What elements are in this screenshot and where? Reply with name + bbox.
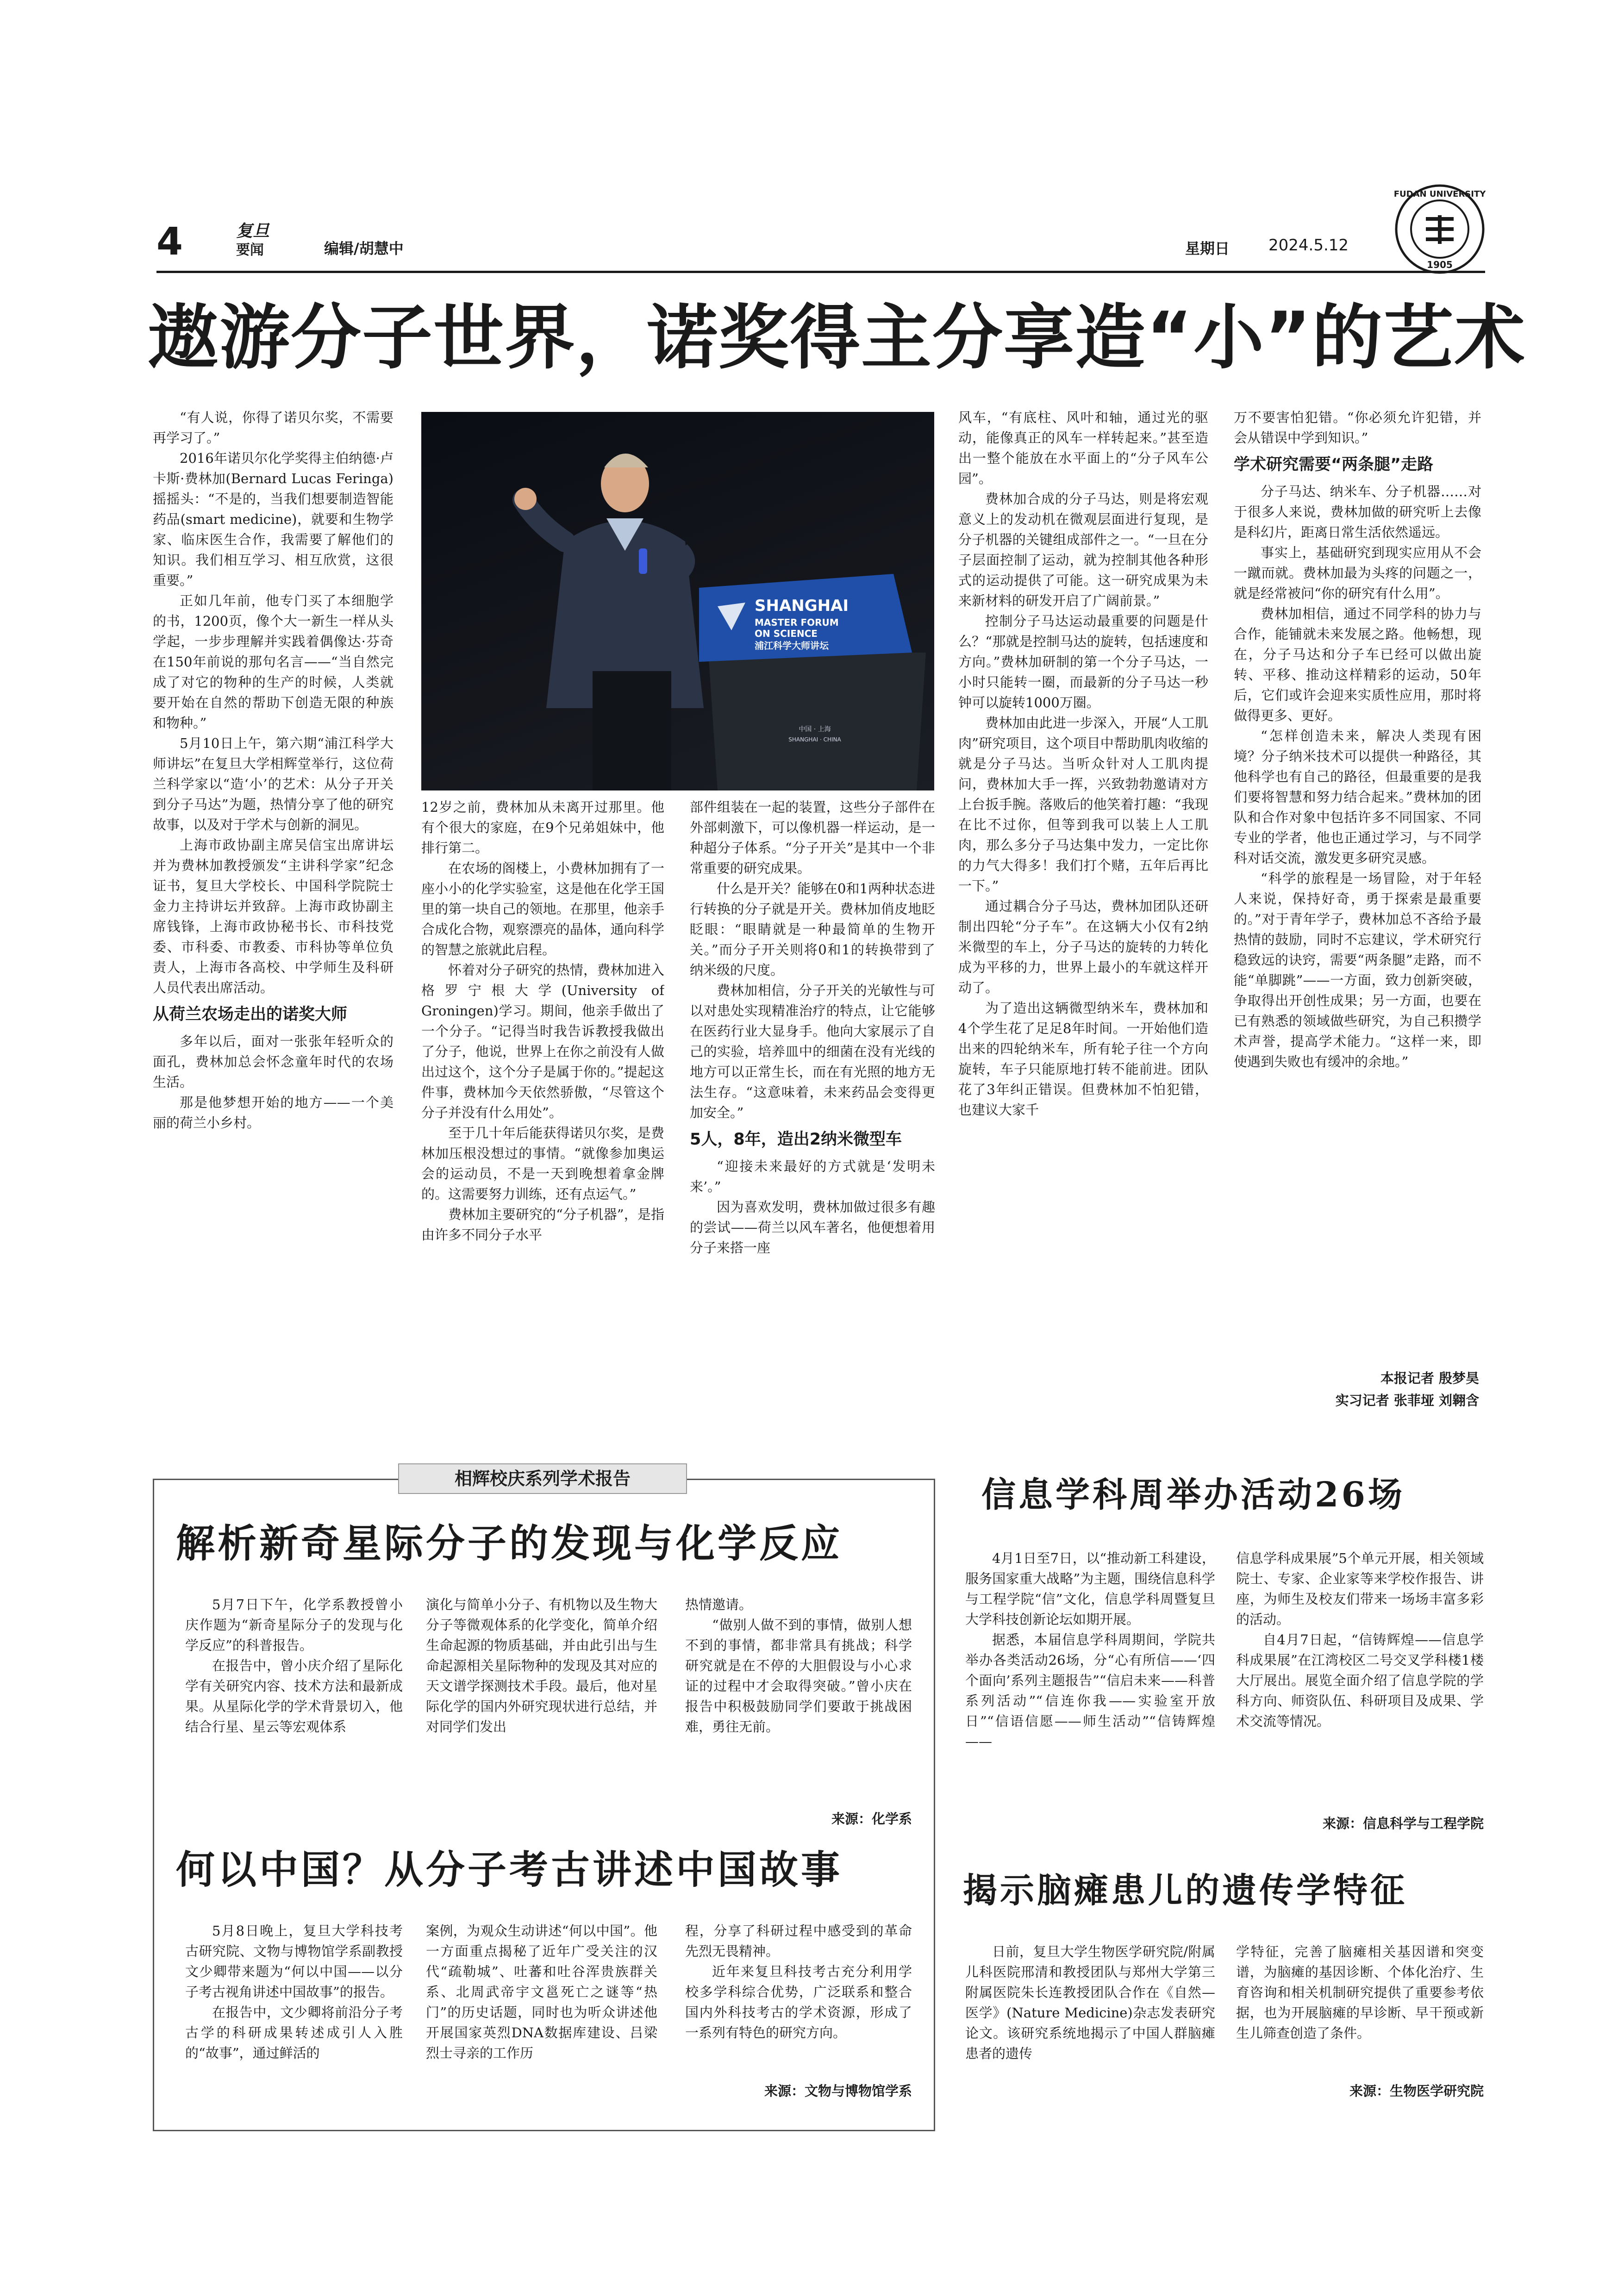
paragraph: 因为喜欢发明，费林加做过很多有趣的尝试——荷兰以风车著名，他便想着用分子来搭一座 xyxy=(690,1199,935,1256)
paragraph: 5月7日下午，化学系教授曾小庆作题为“新奇星际分子的发现与化学反应”的科普报告。 xyxy=(185,1597,403,1653)
interstellar-col-2 xyxy=(426,1594,657,1830)
issue-date: 2024.5.12 xyxy=(1268,236,1349,255)
svg-text:1905: 1905 xyxy=(1427,259,1453,270)
subheading: 学术研究需要“两条腿”走路 xyxy=(1234,455,1434,474)
paragraph: 正如几年前，他专门买了本细胞学的书，1200页，像个大一新生一样从头学起，一步步理解并实践着偶像达·芬奇在150年前说的那句名言——“当自然完成了对它的物种的生产的时候，人类就要开始在自然的帮助下创造无限的种族和物种。” xyxy=(153,593,394,731)
speaker-photo xyxy=(421,412,934,790)
svg-text:MASTER FORUM: MASTER FORUM xyxy=(755,617,839,628)
paragraph: 上海市政协副主席吴信宝出席讲坛并为费林加教授颁发“主讲科学家”纪念证书，复旦大学校长、中国科学院院士金力主持讲坛并致辞。上海市政协副主席钱锋，上海市政协秘书长、市科技党委、市科委、市教委、市科协等单位负责人，上海市各高校、中学师生及科研人员代表出席活动。 xyxy=(153,837,394,996)
paragraph: 怀着对分子研究的热情，费林加进入格罗宁根大学(University of Groningen)学习。期间，他亲手做出了一个分子。“记得当时我告诉教授我做出了分子，他说，世界上在你之前没有人做出过这个，这个分子是属于你的。”提起这件事，费林加今天依然骄傲，“尽管这个分子并没有什么用处”。 xyxy=(421,962,664,1120)
paragraph: “有人说，你得了诺贝尔奖，不需要再学习了。” xyxy=(153,410,394,446)
photo-illustration xyxy=(421,412,934,790)
header-rule xyxy=(156,271,1485,273)
paragraph: 至于几十年后能获得诺贝尔奖，是费林加压根没想过的事情。“就像参加奥运会的运动员，不是一天到晚想着拿金牌的。这需要努力训练，还有点运气。” xyxy=(421,1125,664,1202)
paragraph: 信息学科成果展”5个单元开展，相关领域院士、专家、企业家等来学校作报告、讲座，为师生及校友们带来一场场丰富多彩的活动。 xyxy=(1236,1550,1484,1627)
interstellar-col-3 xyxy=(685,1594,912,1812)
svg-text:SHANGHAI: SHANGHAI xyxy=(755,597,849,615)
info-week-col-2 xyxy=(1236,1548,1484,1814)
paragraph: 据悉，本届信息学科周期间，学院共举办各类活动26场，分“心有所信——‘四个面向’系列主题报告”“信启未来——科普系列活动”“信连你我——实验室开放日”“信语信愿——师生活动”“信铸辉煌—— xyxy=(965,1632,1215,1749)
main-headline: 遨游分子世界，诺奖得主分享造“小”的艺术 xyxy=(148,297,1526,379)
svg-text:SHANGHAI · CHINA: SHANGHAI · CHINA xyxy=(788,736,841,743)
source-museology: 来源：文物与博物馆学系 xyxy=(764,2083,912,2099)
source-biomed: 来源：生物医学研究院 xyxy=(1349,2083,1484,2099)
main-col-5 xyxy=(1234,407,1481,1361)
paragraph: 学特征，完善了脑瘫相关基因谱和突变谱，为脑瘫的基因诊断、个体化治疗、生育咨询和相关机制研究提供了重要参考依据，也为开展脑瘫的早诊断、早干预或新生儿筛查创造了条件。 xyxy=(1236,1944,1484,2041)
svg-text:浦江科学大师讲坛: 浦江科学大师讲坛 xyxy=(755,640,829,651)
paragraph: 通过耦合分子马达，费林加团队还研制出四轮“分子车”。在这辆大小仅有2纳米微型的车上，分子马达的旋转的力转化成为平移的力，世界上最小的车就这样开动了。 xyxy=(958,898,1208,996)
main-col-3 xyxy=(690,797,935,1422)
archaeology-col-2 xyxy=(426,1921,657,2115)
main-col-1 xyxy=(153,407,394,1421)
paragraph: 那是他梦想开始的地方——一个美丽的荷兰小乡村。 xyxy=(153,1095,394,1131)
byline-interns: 实习记者 张菲垭 刘翱含 xyxy=(1335,1393,1479,1408)
paragraph: 费林加主要研究的“分子机器”，是指由许多不同分子水平 xyxy=(421,1207,664,1243)
paragraph: 什么是开关？能够在0和1两种状态进行转换的分子就是开关。费林加俏皮地眨眨眼：“眼睛就是一种最简单的生物开关。”而分子开关则将0和1的转换带到了纳米级的尺度。 xyxy=(690,881,935,978)
main-col-2 xyxy=(421,797,664,1422)
editor-credit: 编辑/胡慧中 xyxy=(324,240,404,257)
svg-text:FUDAN UNIVERSITY: FUDAN UNIVERSITY xyxy=(1393,189,1486,199)
paragraph: “怎样创造未来，解决人类现有困境？分子纳米技术可以提供一种路径，其他科学也有自己的路径，但最重要的是我们要将智慧和努力结合起来。”费林加的团队和合作对象中包括许多不同国家、不同专业的学者，他也正通过学习，与不同学科对话交流，激发更多研究灵感。 xyxy=(1234,728,1481,866)
page-number: 4 xyxy=(156,220,183,264)
svg-text:中国 · 上海: 中国 · 上海 xyxy=(799,726,831,733)
paragraph: 12岁之前，费林加从未离开过那里。他有个很大的家庭，在9个兄弟姐妹中，他排行第二。 xyxy=(421,799,664,856)
logo-bottom: 要闻 xyxy=(236,242,264,258)
paragraph: 程，分享了科研过程中感受到的革命先烈无畏精神。 xyxy=(685,1923,912,1959)
paragraph: 2016年诺贝尔化学奖得主伯纳德·卢卡斯·费林加(Bernard Lucas Feringa)摇摇头：“不是的，当我们想要制造智能药品(smart medicine)，就要和生物学家、临床医生合作，我需要了解他们的知识。我们相互学习、相互欣赏，这很重要。” xyxy=(153,450,394,588)
paragraph: 费林加由此进一步深入，开展“人工肌肉”研究项目，这个项目中帮助肌肉收缩的就是分子马达。当听众针对人工肌肉提问，费林加大手一挥，兴致勃勃邀请对方上台扳手腕。落败后的他笑着打趣：“我现在比不过你，但等到我可以装上人工肌肉，那么多分子马达集中发力，一定比你的力气大得多！我们打个赌，五年后再比一下。” xyxy=(958,715,1208,894)
source-chemistry: 来源：化学系 xyxy=(831,1811,912,1827)
byline-reporter: 本报记者 殷梦昊 xyxy=(1380,1370,1479,1386)
subheading: 5人，8年，造出2纳米微型车 xyxy=(690,1130,902,1149)
article-title-archaeology: 何以中国？从分子考古讲述中国故事 xyxy=(176,1847,843,1892)
info-week-col-1 xyxy=(965,1548,1215,1833)
source-info-school: 来源：信息科学与工程学院 xyxy=(1322,1816,1484,1831)
palsy-col-1 xyxy=(965,1941,1215,2122)
paragraph: 多年以后，面对一张张年轻听众的面孔，费林加总会怀念童年时代的农场生活。 xyxy=(153,1033,394,1090)
box-tab: 相辉校庆系列学术报告 xyxy=(398,1463,687,1494)
article-title-info-week: 信息学科周举办活动26场 xyxy=(981,1475,1405,1515)
university-seal-icon xyxy=(1393,183,1486,275)
paragraph: “迎接未来最好的方式就是‘发明未来’。” xyxy=(690,1158,935,1195)
paragraph: 风车，“有底柱、风叶和轴，通过光的驱动，能像真正的风车一样转起来。”甚至造出一整个能放在水平面上的“分子风车公园”。 xyxy=(958,410,1208,486)
paragraph: 部件组装在一起的装置，这些分子部件在外部刺激下，可以像机器一样运动，是一种超分子体系。“分子开关”是其中一个非常重要的研究成果。 xyxy=(690,799,935,876)
main-col-4 xyxy=(958,407,1208,1421)
paragraph: 演化与简单小分子、有机物以及生物大分子等微观体系的化学变化，简单介绍生命起源的物质基础，并由此引出与生命起源相关星际物种的发现及其对应的天文谱学探测技术手段。最后，他对星际化学的国内外研究现状进行总结，并对同学们发出 xyxy=(426,1597,657,1735)
paragraph: 5月10日上午，第六期“浦江科学大师讲坛”在复旦大学相辉堂举行，这位荷兰科学家以“造‘小’的艺术：从分子开关到分子马达”为题，热情分享了他的研究故事，以及对于学术与创新的洞见。 xyxy=(153,735,394,833)
paragraph: 日前，复旦大学生物医学研究院/附属儿科医院邢清和教授团队与郑州大学第三附属医院朱长连教授团队合作在《自然—医学》(Nature Medicine)杂志发表研究论文。该研究系统地揭示了中国人群脑瘫患者的遗传 xyxy=(965,1944,1215,2061)
paragraph: 在农场的阁楼上，小费林加拥有了一座小小的化学实验室，这是他在化学王国里的第一块自己的领地。在那里，他亲手合成化合物，观察漂亮的晶体，通向科学的智慧之旅就此启程。 xyxy=(421,860,664,958)
paragraph: 万不要害怕犯错。“你必须允许犯错，并会从错误中学到知识。” xyxy=(1234,410,1481,446)
palsy-col-2 xyxy=(1236,1941,1484,2085)
paragraph: “科学的旅程是一场冒险，对于年轻人来说，保持好奇，勇于探索是最重要的。”对于青年学子，费林加总不吝给予最热情的鼓励，同时不忘建议，学术研究行稳致远的诀窍，需要“两条腿”走路，而不能“单脚跳”——一方面，致力创新突破，争取得出开创性成果；另一方面，也要在已有熟悉的领域做些研究，为自己积攒学术声誉，提高学术能力。“这样一来，即使遇到失败也有缓冲的余地。” xyxy=(1234,871,1481,1070)
paragraph: 费林加相信，分子开关的光敏性与可以对患处实现精准治疗的特点，让它能够在医药行业大显身手。他向大家展示了自己的实验，培养皿中的细菌在没有光线的地方可以正常生长，而在有光照的地方无法生存。“这意味着，未来药品会变得更加安全。” xyxy=(690,983,935,1120)
subheading: 从荷兰农场走出的诺奖大师 xyxy=(153,1005,348,1024)
paragraph: 控制分子马达运动最重要的问题是什么？“那就是控制马达的旋转，包括速度和方向。”费林加研制的第一个分子马达，一小时只能转一圈，而最新的分子马达一秒钟可以旋转1000万圈。 xyxy=(958,613,1208,710)
archaeology-col-3 xyxy=(685,1921,912,2073)
section-logo xyxy=(236,221,292,259)
paragraph: 在报告中，曾小庆介绍了星际化学有关研究内容、技术方法和最新成果。从星际化学的学术背景切入，他结合行星、星云等宏观体系 xyxy=(185,1658,403,1735)
weekday: 星期日 xyxy=(1185,240,1230,257)
paragraph: “做别人做不到的事情，做别人想不到的事情，都非常具有挑战；科学研究就是在不停的大胆假设与小心求证的过程中才会取得突破。”曾小庆在报告中积极鼓励同学们要敢于挑战困难，勇往无前。 xyxy=(685,1617,912,1735)
article-title-interstellar: 解析新奇星际分子的发现与化学反应 xyxy=(176,1520,843,1566)
paragraph: 近年来复旦科技考古充分利用学校多学科综合优势，广泛联系和整合国内外科技考古的学术资源，形成了一系列有特色的研究方向。 xyxy=(685,1964,912,2041)
paragraph: 费林加相信，通过不同学科的协力与合作，能铺就未来发展之路。他畅想，现在，分子马达和分子车已经可以做出旋转、平移、推动这样精彩的运动，50年后，它们或许会迎来实质性应用，那时将做得更多、更好。 xyxy=(1234,606,1481,723)
paragraph: 费林加合成的分子马达，则是将宏观意义上的发动机在微观层面进行复现，是分子机器的关键组成部件之一。“一旦在分子层面控制了运动，就为控制其他各种形式的运动提供了可能。这一研究成果为未来新材料的研发开启了广阔前景。” xyxy=(958,491,1208,609)
svg-text:ON SCIENCE: ON SCIENCE xyxy=(755,628,818,639)
paragraph: 分子马达、纳米车、分子机器……对于很多人来说，费林加做的研究听上去像是科幻片，距离日常生活依然遥远。 xyxy=(1234,484,1481,540)
paragraph: 自4月7日起，“信铸辉煌——信息学科成果展”在江湾校区二号交叉学科楼1楼大厅展出。展览全面介绍了信息学院的学科方向、师资队伍、科研项目及成果、学术交流等情况。 xyxy=(1236,1632,1484,1729)
paragraph: 4月1日至7日，以“推动新工科建设，服务国家重大战略”为主题，围绕信息科学与工程学院“信”文化，信息学科周暨复旦大学科技创新论坛如期开展。 xyxy=(965,1550,1215,1627)
interstellar-col-1 xyxy=(185,1594,403,1830)
paragraph: 为了造出这辆微型纳米车，费林加和4个学生花了足足8年时间。一开始他们造出来的四轮纳米车，所有轮子往一个方向旋转，车子只能原地打转不能前进。团队花了3年纠正错误。但费林加不怕犯错，也建议大家千 xyxy=(958,1000,1208,1118)
paragraph: 在报告中，文少卿将前沿分子考古学的科研成果转述成引人入胜的“故事”，通过鲜活的 xyxy=(185,2004,403,2061)
article-title-cerebral-palsy: 揭示脑瘫患儿的遗传学特征 xyxy=(963,1871,1407,1910)
paragraph: 事实上，基础研究到现实应用从不会一蹴而就。费林加最为头疼的问题之一，就是经常被问“你的研究有什么用”。 xyxy=(1234,545,1481,601)
paragraph: 热情邀请。 xyxy=(685,1597,753,1612)
paragraph: 5月8日晚上，复旦大学科技考古研究院、文物与博物馆学系副教授文少卿带来题为“何以中国——以分子考古视角讲述中国故事”的报告。 xyxy=(185,1923,403,2000)
logo-top: 复旦 xyxy=(236,222,270,241)
archaeology-col-1 xyxy=(185,1921,403,2115)
paragraph: 案例，为观众生动讲述“何以中国”。他一方面重点揭秘了近年广受关注的汉代“疏勒城”、吐蕃和吐谷浑贵族群关系、北周武帝宇文邕死亡之谜等“热门”的历史话题，同时也为听众讲述他开展国家英烈DNA数据库建设、吕梁烈士寻亲的工作历 xyxy=(426,1923,657,2061)
